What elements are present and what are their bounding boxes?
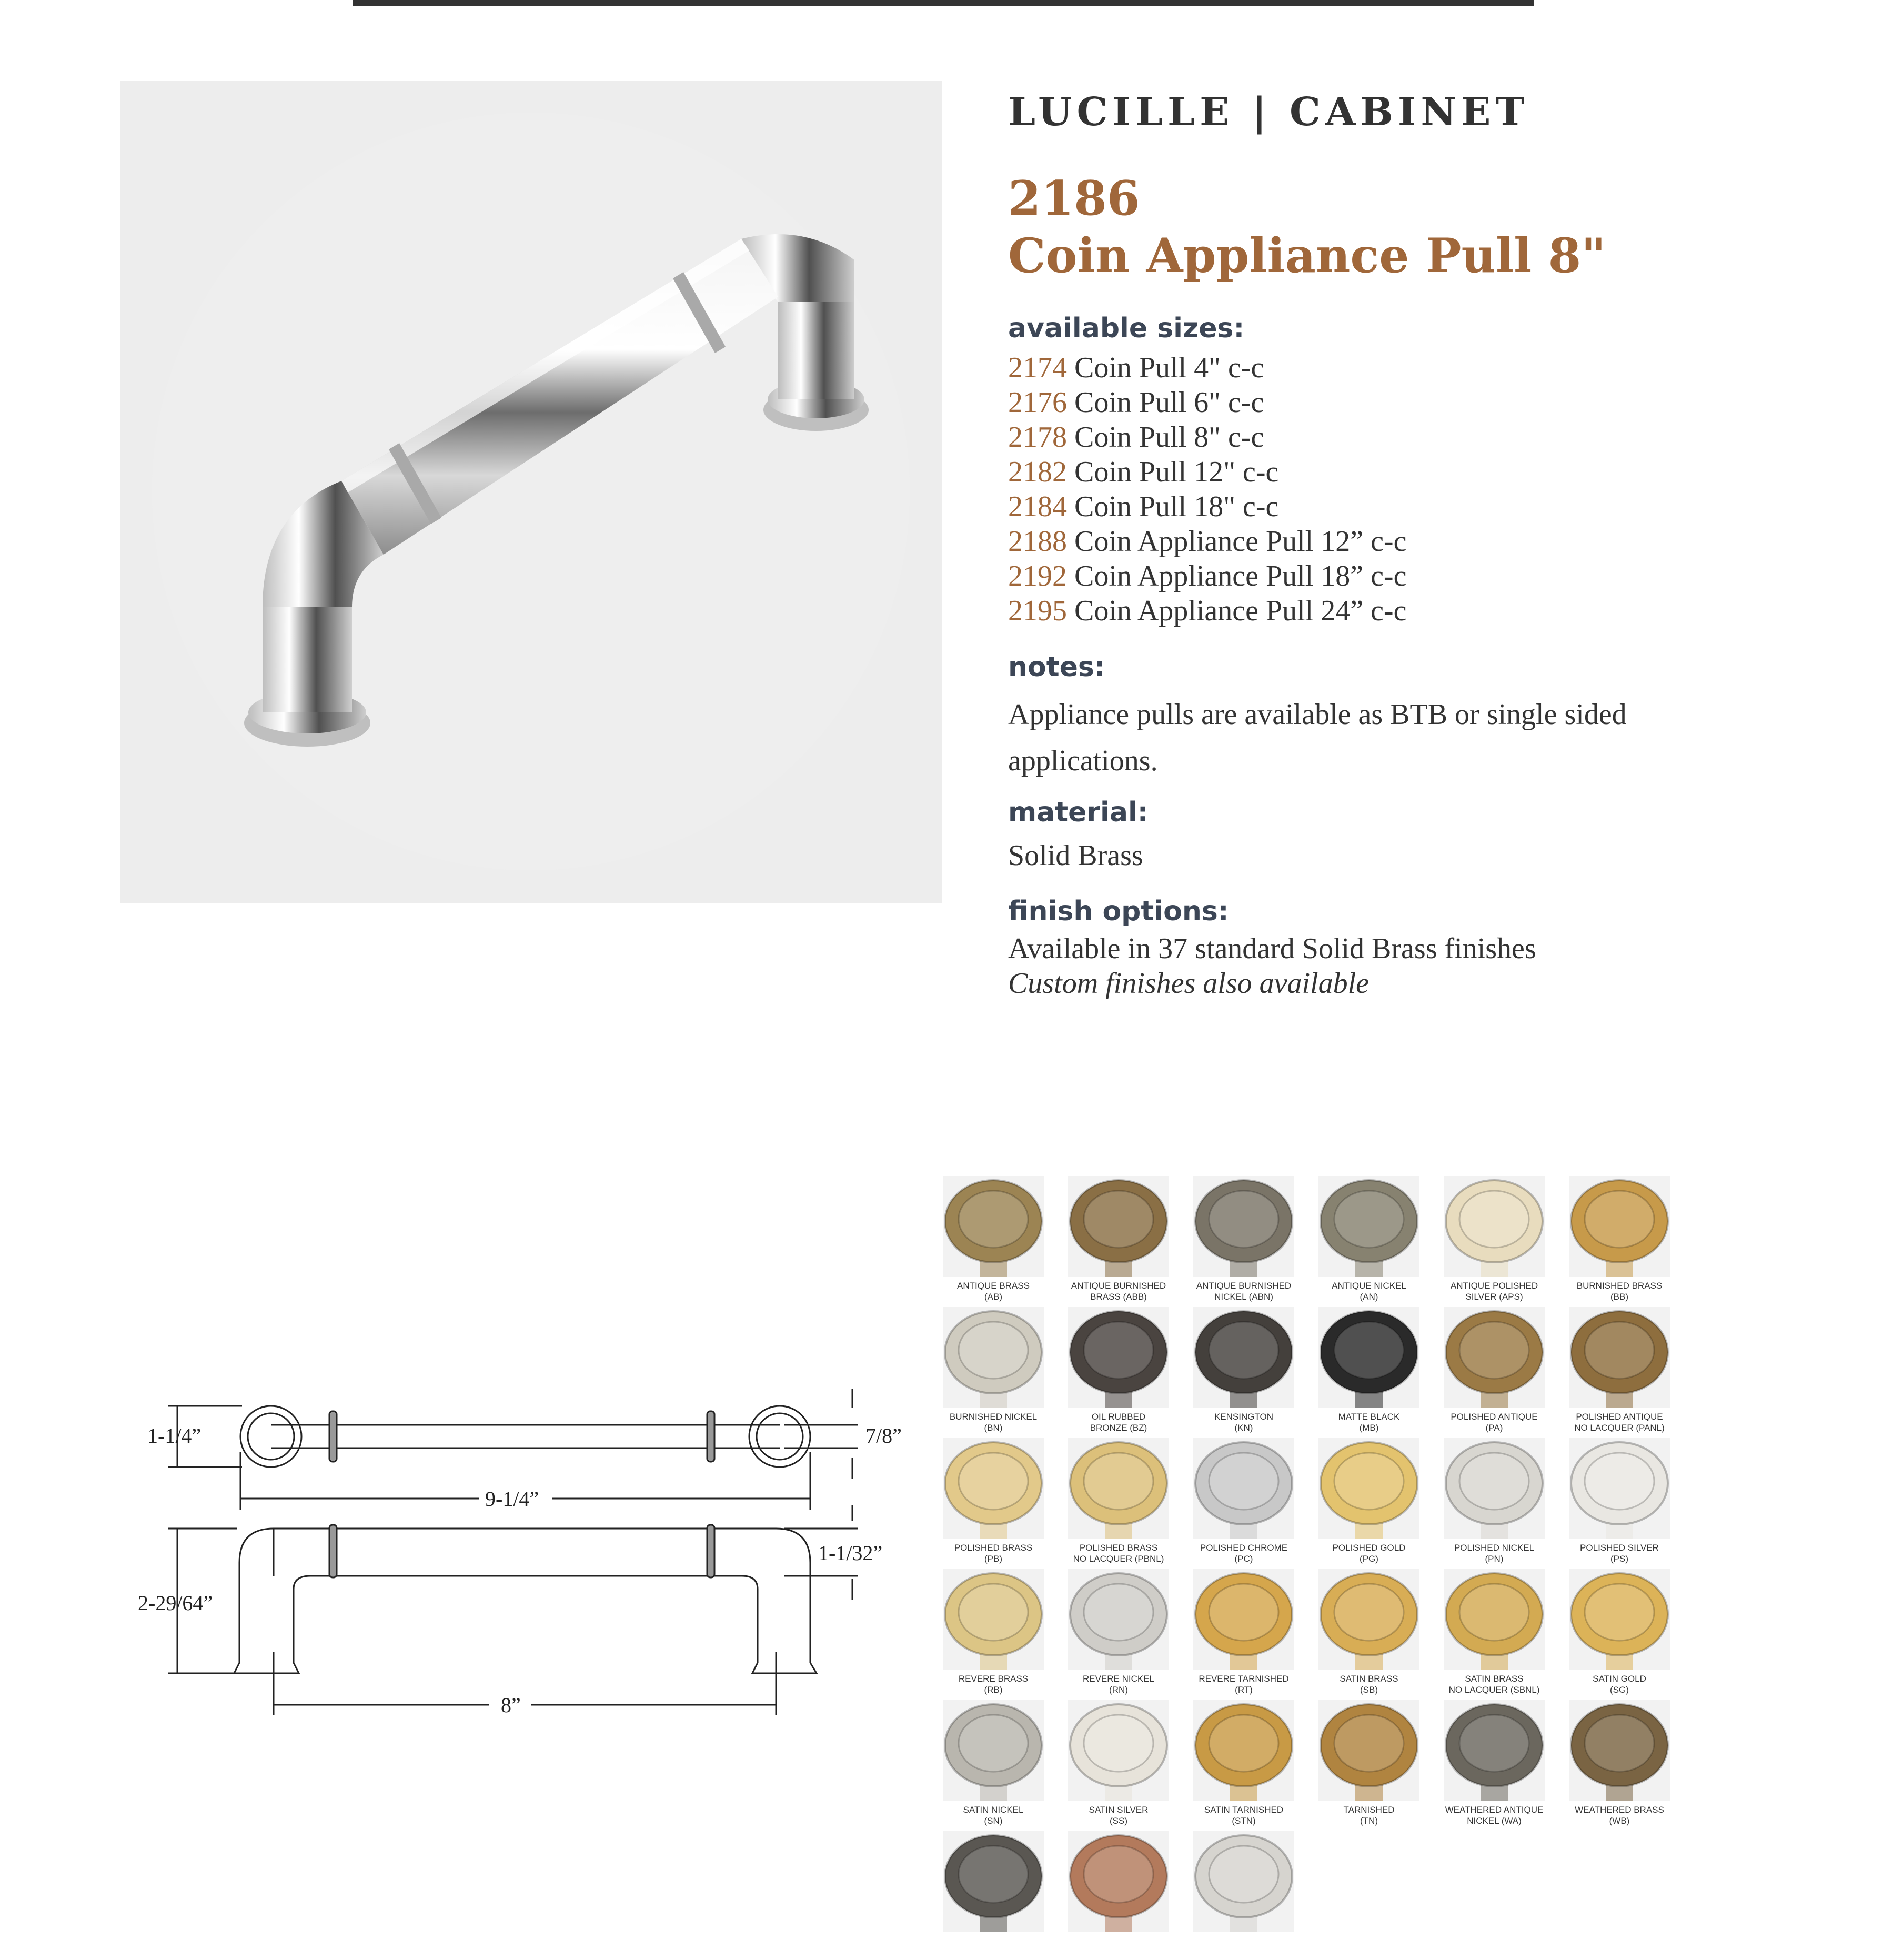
finish-knob-image [1193,1176,1294,1277]
finish-knob-image [1193,1831,1294,1932]
finish-swatch [1567,1438,1672,1567]
finish-name: TARNISHED [1343,1805,1395,1815]
finish-caption [1431,1411,1557,1433]
finish-caption [930,1280,1056,1302]
finish-code: (TN) [1360,1816,1378,1826]
size-item [1008,350,1797,385]
finish-code: NICKEL (WA) [1467,1816,1522,1826]
finish-caption [1306,1673,1432,1695]
notes-label: notes: [1008,651,1105,683]
finish-swatch [1316,1176,1422,1305]
finish-custom-text: Custom finishes also available [1008,967,1369,1000]
finish-caption [1055,1673,1182,1695]
finish-caption [1181,1411,1307,1433]
finish-code: (STN) [1232,1816,1256,1826]
finish-swatch [1191,1831,1296,1960]
size-code: 2188 [1008,525,1067,558]
size-code: 2174 [1008,351,1067,384]
finish-code: (AB) [984,1292,1002,1302]
finish-swatch [1316,1700,1422,1829]
finish-knob-image [1068,1307,1169,1408]
finish-name: REVERE NICKEL [1082,1674,1155,1684]
finish-code: BRASS (ABB) [1090,1292,1147,1302]
finish-swatch [1442,1700,1547,1829]
finish-code: (BB) [1610,1292,1628,1302]
finish-code: (SN) [984,1816,1003,1826]
size-desc: Coin Pull 4" c-c [1074,351,1264,384]
finish-knob-image [1068,1569,1169,1670]
finish-code: (PG) [1360,1554,1378,1564]
size-code: 2182 [1008,456,1067,488]
finish-swatch [1066,1176,1171,1305]
finish-swatch [1316,1307,1422,1436]
finish-swatch [1066,1307,1171,1436]
finish-knob-image [1318,1438,1419,1539]
finish-name: MATTE BLACK [1338,1412,1400,1422]
dim-2-29-64: 2-29/64” [138,1591,213,1615]
finish-name: SATIN TARNISHED [1204,1805,1284,1815]
finish-code: (RT) [1235,1685,1253,1695]
size-item [1008,385,1797,420]
notes-text: Appliance pulls are available as BTB or single sided applications. [1008,698,1627,777]
finish-name: SATIN NICKEL [963,1805,1024,1815]
finish-swatch [941,1438,1046,1567]
finish-knob-image [943,1176,1044,1277]
finish-knob-image [1444,1569,1545,1670]
size-desc: Coin Pull 12" c-c [1074,456,1279,488]
finish-swatch [941,1569,1046,1698]
brand-title: LUCILLE | CABINET [1008,89,1529,135]
finish-knob-image [1068,1700,1169,1801]
finish-name: POLISHED ANTIQUE [1451,1412,1538,1422]
finish-caption [1181,1280,1307,1302]
finish-name: ANTIQUE BURNISHED [1196,1281,1292,1291]
finish-swatch [1066,1569,1171,1698]
finish-name: BURNISHED BRASS [1576,1281,1663,1291]
top-rule [353,0,1534,6]
finish-name: REVERE BRASS [958,1674,1029,1684]
finish-name: REVERE TARNISHED [1199,1674,1289,1684]
finish-caption [1556,1542,1683,1564]
finish-label: finish options: [1008,896,1229,927]
finish-swatch [1316,1438,1422,1567]
finish-code: (MB) [1359,1423,1379,1433]
dim-7-8: 7/8” [865,1424,902,1448]
finish-swatch [941,1307,1046,1436]
finish-knob-image [1318,1700,1419,1801]
finish-knob-image [1569,1569,1670,1670]
size-desc: Coin Appliance Pull 24” c-c [1074,595,1407,627]
finish-code: (PS) [1610,1554,1628,1564]
size-item [1008,489,1797,524]
size-code: 2184 [1008,490,1067,523]
finish-code: (RN) [1109,1685,1128,1695]
finish-code: (AN) [1360,1292,1378,1302]
size-desc: Coin Appliance Pull 18” c-c [1074,560,1407,592]
finish-caption [1306,1804,1432,1826]
finish-caption [1556,1804,1683,1826]
finish-caption [930,1411,1056,1433]
finish-swatch [1191,1438,1296,1567]
finish-caption [930,1804,1056,1826]
finish-name: POLISHED CHROME [1200,1543,1288,1553]
dim-9-1-4: 9-1/4” [485,1487,539,1511]
finish-name: SATIN BRASS [1465,1674,1524,1684]
finish-knob-image [1318,1307,1419,1408]
finish-caption [1431,1542,1557,1564]
finish-swatch [1191,1176,1296,1305]
finish-knob-image [943,1438,1044,1539]
finish-code: (PB) [984,1554,1002,1564]
finish-caption [1431,1804,1557,1826]
product-name: Coin Appliance Pull 8" [1008,228,1606,284]
dimension-drawing [132,1379,921,1747]
finish-knob-image [943,1700,1044,1801]
finish-swatch [1191,1307,1296,1436]
finish-caption [1431,1673,1557,1695]
finish-swatch [1442,1438,1547,1567]
finish-knob-image [943,1831,1044,1932]
finish-knob-image [1569,1438,1670,1539]
appliance-pull-illustration [120,81,942,903]
finish-knob-image [943,1307,1044,1408]
finish-name: POLISHED SILVER [1580,1543,1659,1553]
finish-caption [1055,1804,1182,1826]
size-desc: Coin Pull 18" c-c [1074,490,1279,523]
size-desc: Coin Pull 8" c-c [1074,421,1264,454]
finish-caption [930,1542,1056,1564]
finish-swatch [1191,1700,1296,1829]
dim-8: 8” [501,1693,521,1717]
finish-name: POLISHED BRASS [1079,1543,1158,1553]
finish-name: POLISHED BRASS [954,1543,1033,1553]
finish-knob-image [1193,1700,1294,1801]
finish-swatch [1066,1831,1171,1960]
finish-knob-image [1444,1438,1545,1539]
finish-swatch [1191,1569,1296,1698]
sizes-list [1008,350,1797,628]
finish-code: (KN) [1234,1423,1253,1433]
finish-caption [1556,1673,1683,1695]
finish-caption [930,1673,1056,1695]
finish-knob-image [1444,1700,1545,1801]
finish-caption [1055,1542,1182,1564]
dim-1-1-32: 1-1/32” [818,1541,883,1565]
finish-caption [1181,1804,1307,1826]
finish-swatch [1567,1176,1672,1305]
finish-swatch [1442,1307,1547,1436]
finish-caption [1556,1411,1683,1433]
size-desc: Coin Appliance Pull 12” c-c [1074,525,1407,558]
finish-caption [1306,1542,1432,1564]
finish-code: (SS) [1110,1816,1127,1826]
finish-text: Available in 37 standard Solid Brass finishes [1008,932,1536,965]
finish-swatch [1316,1569,1422,1698]
finish-caption [1181,1542,1307,1564]
finish-code: BRONZE (BZ) [1090,1423,1147,1433]
dim-1-1-4: 1-1/4” [147,1424,202,1448]
size-item [1008,420,1797,455]
finish-swatch [941,1176,1046,1305]
size-item [1008,559,1797,594]
size-desc: Coin Pull 6" c-c [1074,386,1264,419]
finish-code: SILVER (APS) [1465,1292,1523,1302]
finish-code: (PA) [1485,1423,1503,1433]
finish-swatch [941,1831,1046,1960]
finish-knob-image [1444,1176,1545,1277]
size-item [1008,455,1797,489]
finish-name: SATIN BRASS [1340,1674,1398,1684]
material-label: material: [1008,797,1149,828]
finish-name: ANTIQUE NICKEL [1332,1281,1406,1291]
size-item [1008,524,1797,559]
finish-name: KENSINGTON [1214,1412,1274,1422]
finish-code: (RB) [984,1685,1003,1695]
material-text: Solid Brass [1008,839,1143,872]
finish-code: (SB) [1360,1685,1378,1695]
finish-caption [1306,1280,1432,1302]
finish-code: NO LACQUER (SBNL) [1448,1685,1540,1695]
finish-knob-image [1193,1307,1294,1408]
finish-knob-image [943,1569,1044,1670]
size-code: 2195 [1008,595,1067,627]
finish-caption [1306,1411,1432,1433]
finish-knob-image [1068,1176,1169,1277]
finish-swatch [1567,1569,1672,1698]
finish-caption [1431,1280,1557,1302]
finish-name: SATIN GOLD [1593,1674,1646,1684]
finish-name: SATIN SILVER [1089,1805,1149,1815]
product-photo [120,81,942,903]
size-code: 2178 [1008,421,1067,454]
finish-knob-image [1569,1307,1670,1408]
finish-swatch [941,1700,1046,1829]
product-info [1008,89,1797,1001]
product-sku: 2186 [1008,170,1140,226]
finish-code: NO LACQUER (PANL) [1574,1423,1665,1433]
finish-knob-image [1068,1438,1169,1539]
top-view-right-end [749,1406,810,1467]
finish-name: BURNISHED NICKEL [949,1412,1038,1422]
finish-name: WEATHERED BRASS [1575,1805,1664,1815]
finish-swatch [1066,1438,1171,1567]
finish-caption [1055,1280,1182,1302]
finish-code: (WB) [1609,1816,1630,1826]
sizes-label: available sizes: [1008,313,1245,344]
finish-caption [1556,1280,1683,1302]
finish-swatch [1567,1700,1672,1829]
size-item [1008,594,1797,628]
finish-code: (SG) [1610,1685,1629,1695]
finish-code: (PC) [1234,1554,1253,1564]
finish-knob-image [1318,1569,1419,1670]
finish-name: ANTIQUE BRASS [957,1281,1030,1291]
finish-name: ANTIQUE BURNISHED [1071,1281,1166,1291]
finish-knob-image [1569,1700,1670,1801]
finish-knob-image [1193,1569,1294,1670]
finish-knob-image [1068,1831,1169,1932]
finish-knob-image [1318,1176,1419,1277]
size-code: 2192 [1008,560,1067,592]
finish-code: NICKEL (ABN) [1214,1292,1273,1302]
finish-name: OIL RUBBED [1091,1412,1146,1422]
finish-name: POLISHED NICKEL [1454,1543,1535,1553]
finish-code: (BN) [984,1423,1003,1433]
finish-name: WEATHERED ANTIQUE [1445,1805,1544,1815]
top-view-left-end [240,1406,301,1467]
size-code: 2176 [1008,386,1067,419]
finish-code: NO LACQUER (PBNL) [1073,1554,1164,1564]
finish-name: POLISHED ANTIQUE [1576,1412,1663,1422]
finish-code: (PN) [1485,1554,1504,1564]
finish-knob-image [1444,1307,1545,1408]
finish-knob-image [1193,1438,1294,1539]
finish-name: ANTIQUE POLISHED [1450,1281,1538,1291]
finish-swatch [1442,1569,1547,1698]
finish-caption [1181,1673,1307,1695]
finish-swatch [1442,1176,1547,1305]
finish-swatch [1066,1700,1171,1829]
finish-name: POLISHED GOLD [1332,1543,1406,1553]
finish-swatch [1567,1307,1672,1436]
finish-knob-image [1569,1176,1670,1277]
finish-caption [1055,1411,1182,1433]
